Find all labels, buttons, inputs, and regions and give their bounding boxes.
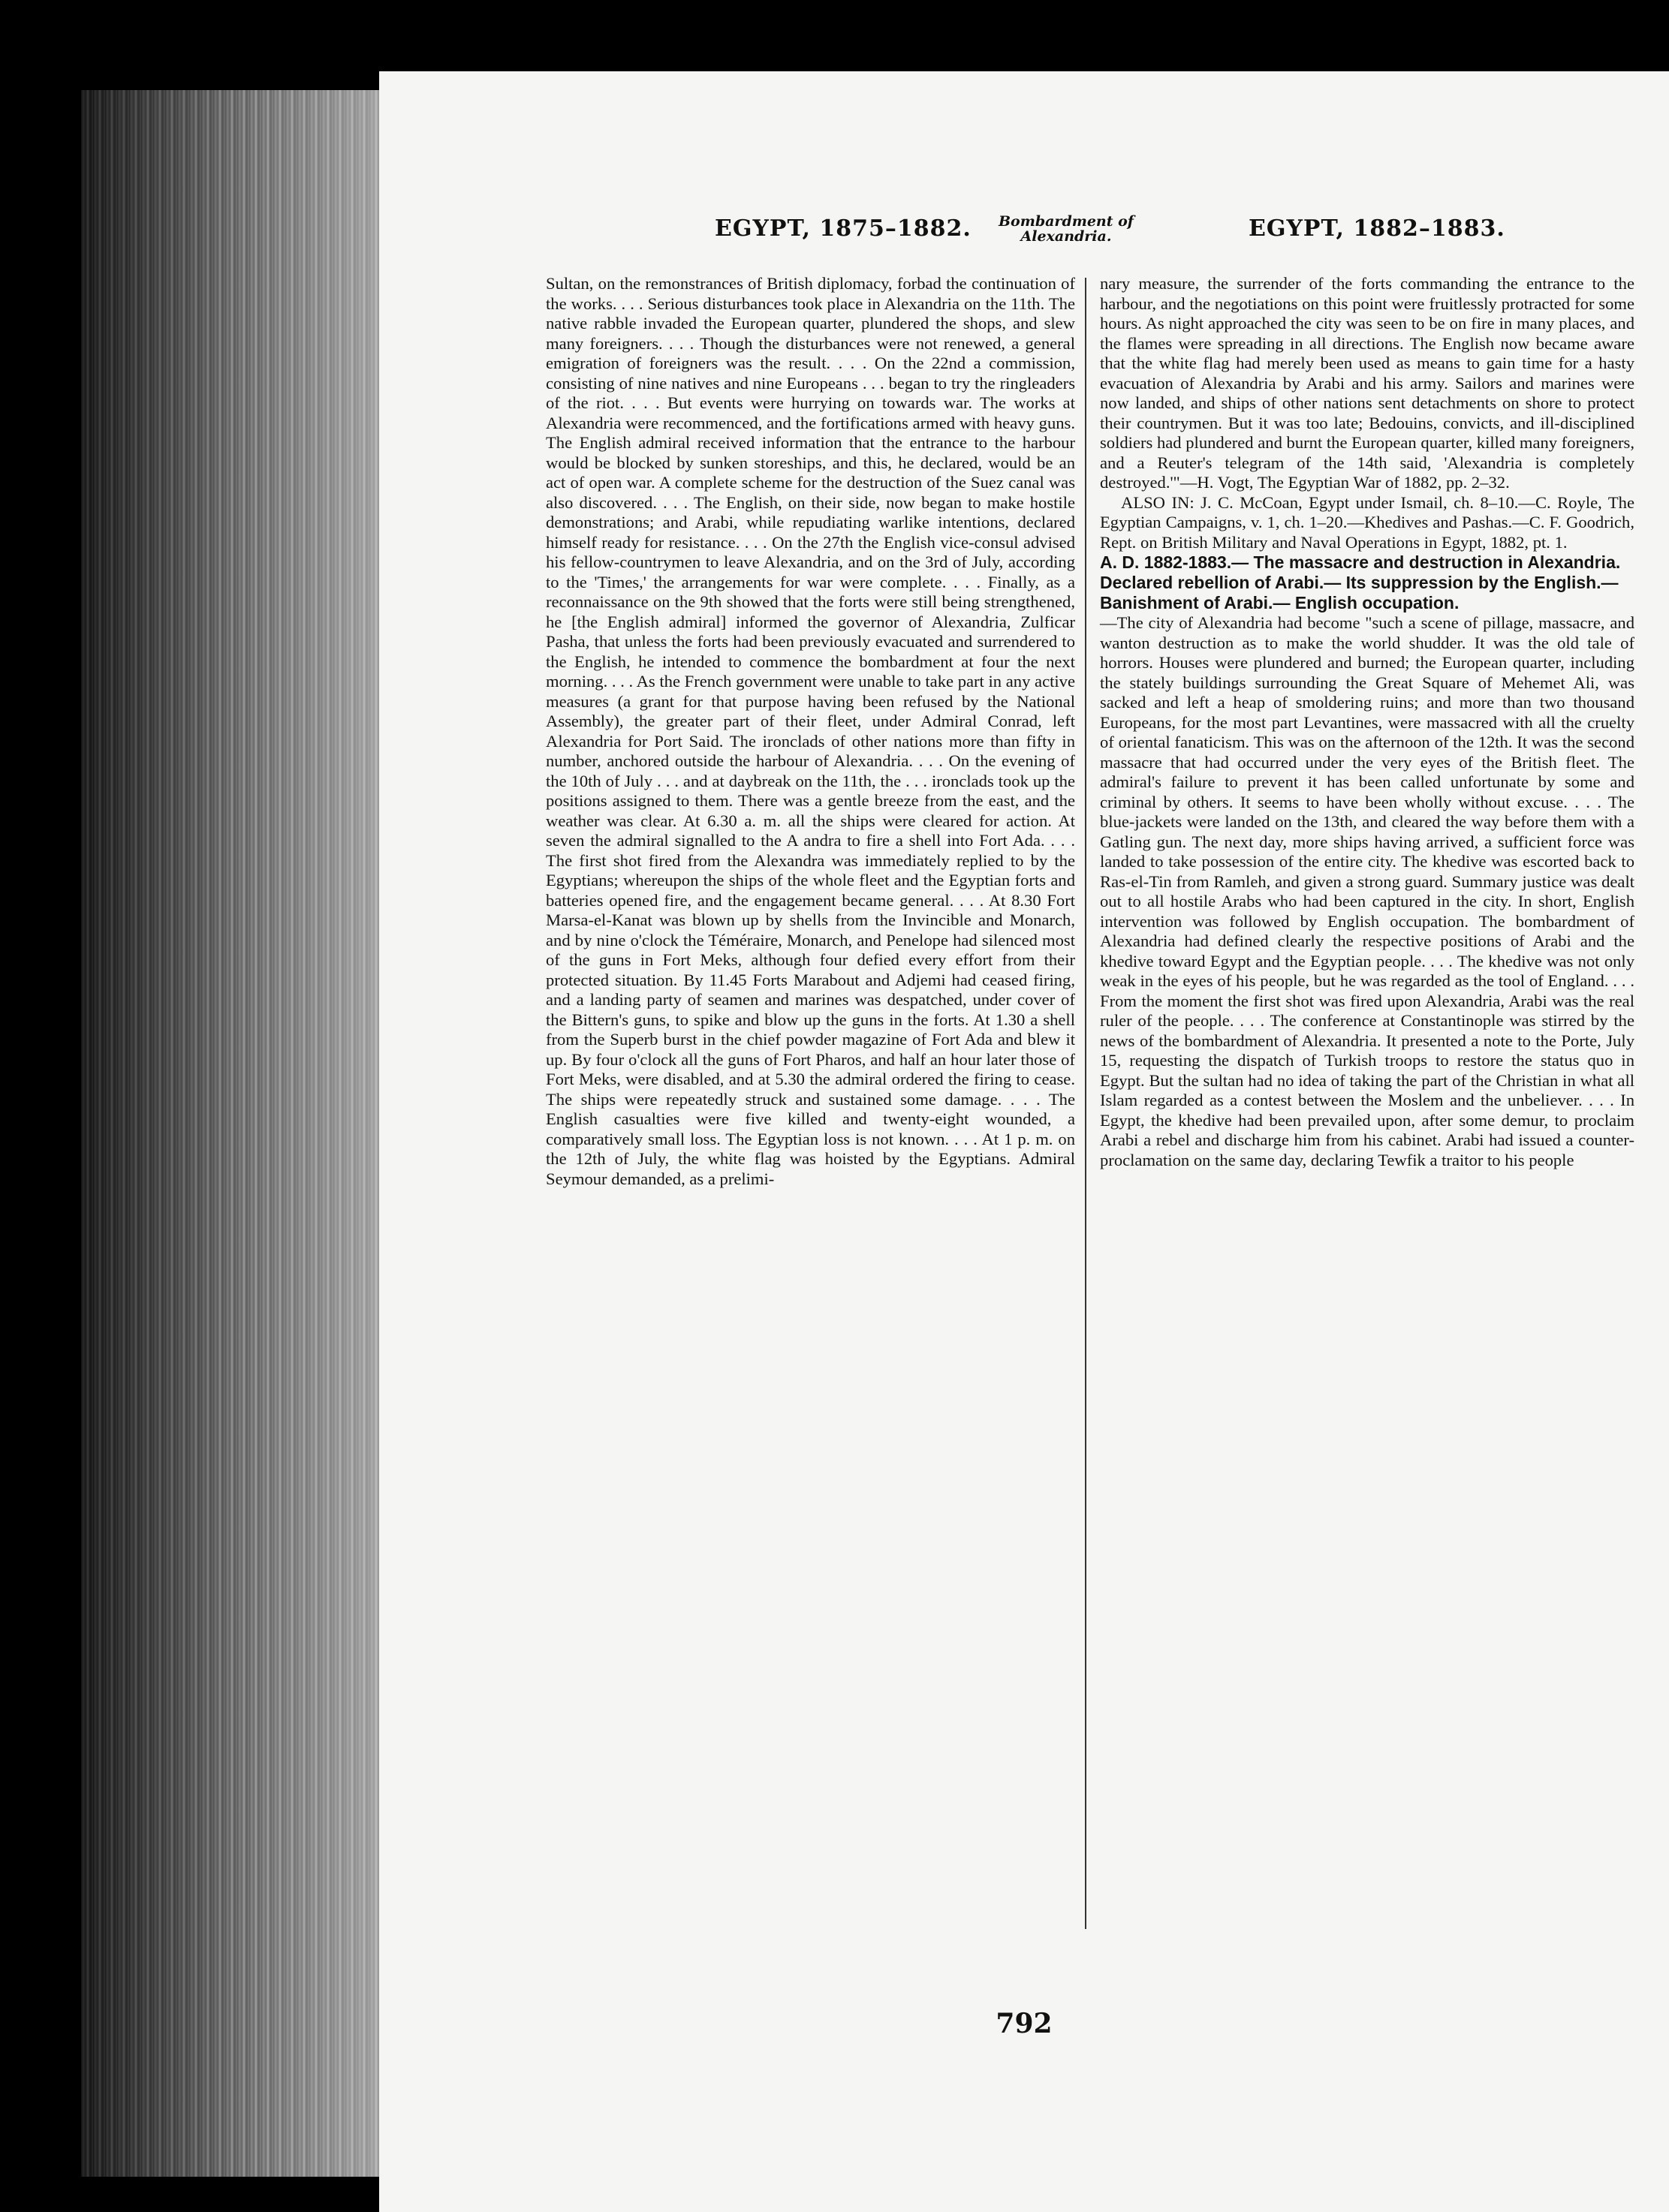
left-column — [546, 274, 1075, 1189]
right-para-3: —The city of Alexandria had become "such a scene of pillage, massacre, and wanton destruction as to make the world shudder. It was the old tale of horrors. Houses were plundered and burned; the European quarter, including the stately buildings surrounding the Great Square of Mehemet Ali, was sacked and left a heap of smoldering ruins; and more than two thousand Europeans, for the most part Levantines, were massacred with all the cruelty of oriental fanaticism. This was on the afternoon of the 12th. It was the second massacre that had occurred under the very eyes of the British fleet. The admiral's failure to prevent it has been called unfortunate by some and criminal by others. It seems to have been wholly without excuse. . . . The blue-jackets were landed on the 13th, and cleared the way before them with a Gatling gun. The next day, more ships having arrived, a sufficient force was landed to take possession of the entire city. The khedive was escorted back to Ras-el-Tin from Ramleh, and given a strong guard. Summary justice was dealt out to all hostile Arabs who had been captured in the city. In short, English intervention was followed by English occupation. The bombardment of Alexandria had defined clearly the respective positions of Arabi and the khedive toward Egypt and the Egyptian people. . . . The khedive was not only weak in the eyes of his people, but he was regarded as the tool of England. . . . From the moment the first shot was fired upon Alexandria, Arabi was the real ruler of the people. . . . The conference at Constantinople was stirred by the news of the bombardment of Alexandria. It presented a note to the Porte, July 15, requesting the dispatch of Turkish troops to restore the status quo in Egypt. But the sultan had no idea of taking the part of the Christian in what all Islam regarded as a contest between the Moslem and the unbeliever. . . . In Egypt, the khedive had been prevailed upon, after some demur, to proclaim Arabi a rebel and discharge him from his cabinet. Arabi had issued a counter-proclamation on the same day, declaring Tewfik a traitor to his people — [1100, 613, 1634, 1169]
right-para-1: nary measure, the surrender of the forts commanding the entrance to the harbour, and the negotiations on this point were fruitlessly protracted for some hours. As night approached the city was seen to be on fire in many places, and the flames were spreading in all directions. The English now became aware that the white flag had merely been used as means to gain time for a hasty evacuation of Alexandria by Arabi and his army. Sailors and marines were now landed, and ships of other nations sent detachments on shore to protect their countrymen. But it was too late; Bedouins, convicts, and ill-disciplined soldiers had plundered and burnt the European quarter, killed many foreigners, and a Reuter's telegram of the 14th said, 'Alexandria is completely destroyed.'"—H. Vogt, The Egyptian War of 1882, pp. 2–32. — [1100, 274, 1634, 492]
header-right: EGYPT, 1882–1883. — [1249, 215, 1505, 242]
page-number: 792 — [996, 2008, 1053, 2039]
header-left: EGYPT, 1875–1882. — [715, 215, 972, 242]
right-column — [1100, 274, 1634, 1170]
section-heading: A. D. 1882-1883.— The massacre and destruction in Alexandria. Declared rebellion of Arabi.— Its suppression by the English.— Banishment of Arabi.— English occupation. — [1100, 552, 1621, 612]
column-divider — [1085, 278, 1086, 1929]
right-para-2: ALSO IN: J. C. McCoan, Egypt under Ismail, ch. 8–10.—C. Royle, The Egyptian Campaigns, v. 1, ch. 1–20.—Khedives and Pashas.—C. F. Goodrich, Rept. on British Military and Naval Operations in Egypt, 1882, pt. 1. — [1100, 492, 1634, 552]
book-spine — [81, 90, 381, 2177]
header-center: Bombardment of Alexandria. — [999, 213, 1134, 245]
left-column-text: Sultan, on the remonstrances of British diplomacy, forbad the continuation of the works. . . . Serious disturbances took place in Alexandria on the 11th. The native rabble invaded the European quarter, plundered the shops, and slew many foreigners. . . . Though the disturbances were not renewed, a general emigration of foreigners was the result. . . . On the 22nd a commission, consisting of nine natives and nine Europeans . . . began to try the ringleaders of the riot. . . . But events were hurrying on towards war. The works at Alexandria were recommenced, and the fortifications armed with heavy guns. The English admiral received information that the entrance to the harbour would be blocked by sunken storeships, and this, he declared, would be an act of open war. A complete scheme for the destruction of the Suez canal was also discovered. . . . The English, on their side, now began to make hostile demonstrations; and Arabi, while repudiating warlike intentions, declared himself ready for resistance. . . . On the 27th the English vice-consul advised his fellow-countrymen to leave Alexandria, and on the 3rd of July, according to the 'Times,' the arrangements for war were complete. . . . Finally, as a reconnaissance on the 9th showed that the forts were still being strengthened, he [the English admiral] informed the governor of Alexandria, Zulficar Pasha, that unless the forts had been previously evacuated and surrendered to the English, he intended to commence the bombardment at four the next morning. . . . As the French government were unable to take part in any active measures (a grant for that purpose having been refused by the National Assembly), the greater part of their fleet, under Admiral Conrad, left Alexandria for Port Said. The ironclads of other nations more than fifty in number, anchored outside the harbour of Alexandria. . . . On the evening of the 10th of July . . . and at daybreak on the 11th, the . . . ironclads took up the positions assigned to them. There was a gentle breeze from the east, and the weather was clear. At 6.30 a. m. all the ships were cleared for action. At seven the admiral signalled to the A andra to fire a shell into Fort Ada. . . . The first shot fired from the Alexandra was immediately replied to by the Egyptians; whereupon the ships of the whole fleet and the Egyptian forts and batteries opened fire, and the engagement became general. . . . At 8.30 Fort Marsa-el-Kanat was blown up by shells from the Invincible and Monarch, and by nine o'clock the Téméraire, Monarch, and Penelope had silenced most of the guns in Fort Meks, although four defied every effort from their protected situation. By 11.45 Forts Marabout and Adjemi had ceased firing, and a landing party of seamen and marines was despatched, under cover of the Bittern's guns, to spike and blow up the guns in the forts. At 1.30 a shell from the Superb burst in the chief powder magazine of Fort Ada and blew it up. By four o'clock all the guns of Fort Pharos, and half an hour later those of Fort Meks, were disabled, and at 5.30 the admiral ordered the firing to cease. The ships were repeatedly struck and sustained some damage. . . . The English casualties were five killed and twenty-eight wounded, a comparatively small loss. The Egyptian loss is not known. . . . At 1 p. m. on the 12th of July, the white flag was hoisted by the Egyptians. Admiral Seymour demanded, as a prelimi- — [546, 274, 1075, 1188]
running-header — [379, 214, 1669, 274]
book-page — [379, 71, 1669, 2212]
